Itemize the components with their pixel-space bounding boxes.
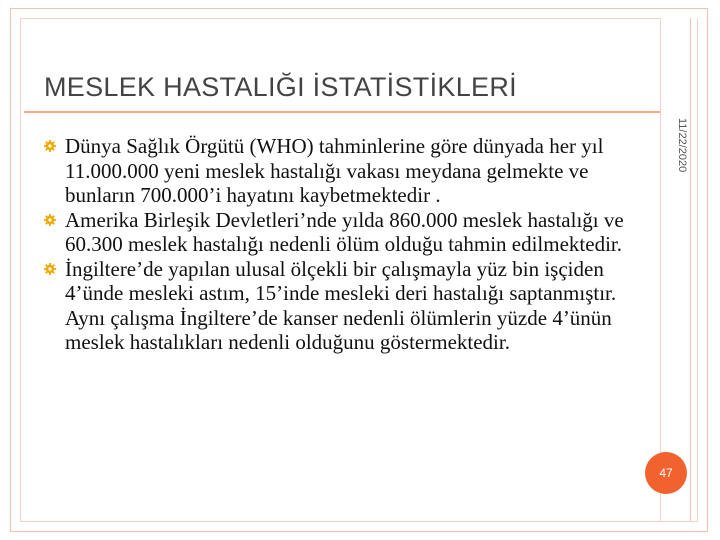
page-number-badge: [645, 452, 687, 494]
right-band: [660, 18, 697, 521]
gear-icon: [44, 263, 56, 275]
bullet-text: Dünya Sağlık Örgütü (WHO) tahminlerine göre dünyada her yıl 11.000.000 yeni meslek hastalığı vakası meydana gelmekte ve bunların 700.000’i hayatını kaybetmektedir .: [65, 134, 604, 207]
page-number: 47: [659, 466, 673, 480]
slide-title: MESLEK HASTALIĞI İSTATİSTİKLERİ: [44, 72, 517, 102]
right-band-line: [690, 18, 691, 521]
bullet-item: [44, 208, 644, 257]
bullet-item: [44, 134, 644, 208]
bullet-text: Amerika Birleşik Devletleri’nde yılda 860.000 meslek hastalığı ve 60.300 meslek hastalığı nedenli ölüm olduğu tahmin edilmektedir.: [65, 207, 624, 256]
gear-icon: [44, 140, 56, 152]
bullet-item: [44, 257, 644, 355]
bullet-text: İngiltere’de yapılan ulusal ölçekli bir çalışmayla yüz bin işçiden 4’ünde mesleki astım, 15’inde mesleki deri hastalığı saptanmıştır. Aynı çalışma İngiltere’de kanser nedenli ölümlerin yüzde 4’ünün meslek hastalıkları nedenli olduğunu göstermektedir.: [65, 256, 617, 354]
title-rule: [24, 111, 660, 113]
slide-date: 11/22/2020: [676, 118, 688, 173]
bullet-list: [44, 134, 644, 355]
gear-icon: [44, 214, 56, 226]
